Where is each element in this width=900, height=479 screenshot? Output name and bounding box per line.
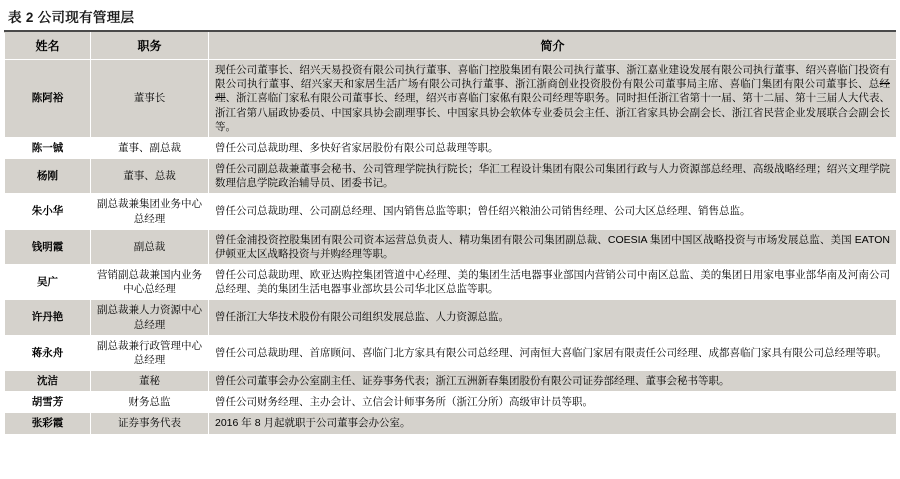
cell-name: 许丹艳 [5,300,91,335]
cell-name: 杨刚 [5,159,91,194]
cell-title: 董事长 [91,60,209,138]
cell-name: 陈阿裕 [5,60,91,138]
table-row [5,392,897,413]
cell-title: 董事、总裁 [91,159,209,194]
table-header [5,33,897,60]
cell-name: 蒋永舟 [5,335,91,370]
table-row [5,194,897,229]
cell-name: 陈一铖 [5,137,91,158]
cell-title: 副总裁兼行政管理中心总经理 [91,335,209,370]
cell-desc: 曾任公司财务经理、主办会计、立信会计师事务所（浙江分所）高级审计员等职。 [209,392,897,413]
table-header-row [5,33,897,60]
cell-desc: 曾任金浦投资控股集团有限公司资本运营总负责人、精功集团有限公司集团副总裁、COESIA 集团中国区战略投资与市场发展总监、美国 EATON 伊顿亚太区战略投资与并购经理等职。 [209,229,897,264]
cell-name: 胡雪芳 [5,392,91,413]
cell-desc: 曾任公司总裁助理、欧亚达购控集团管道中心经理、美的集团生活电器事业部国内营销公司中南区总监、美的集团日用家电事业部华南及河南公司总经理、美的集团生活电器事业部坎县公司华北区总监等职。 [209,265,897,300]
cell-desc: 曾任公司董事会办公室副主任、证券事务代表；浙江五洲新春集团股份有限公司证券部经理、董事会秘书等职。 [209,371,897,392]
table-row [5,60,897,138]
table-row [5,229,897,264]
table-row [5,335,897,370]
cell-desc: 曾任公司副总裁兼董事会秘书、公司管理学院执行院长；华汇工程设计集团有限公司集团行政与人力资源部总经理、高级战略经理；绍兴文理学院数理信息学院政治辅导员、团委书记。 [209,159,897,194]
cell-name: 吴广 [5,265,91,300]
table-caption: 表 2 公司现有管理层 [8,10,135,25]
cell-title: 董事、副总裁 [91,137,209,158]
cell-name: 沈洁 [5,371,91,392]
cell-desc: 现任公司董事长、绍兴天易投资有限公司执行董事、喜临门控股集团有限公司执行董事、浙江嘉业建设发展有限公司执行董事、绍兴喜临门投资有限公司执行董事、绍兴家天和家居生活广场有限公司执行董事、浙江浙商创业投资股份有限公司董事局主席、喜临门集团有限公司董事长、总经理、浙江喜临门家私有限公司董事长、经理，绍兴市喜临门家俬有限公司经理等职务。同时担任浙江省第十一届、第十二届、第十三届人大代表、浙江省第八届政协委员、中国家具协会副理事长、中国家具协会软体专业委员会主任、浙江省家具协会副会长、浙江省民营企业发展联合会副会长等。 [209,60,897,138]
cell-desc: 曾任公司总裁助理、多快好省家居股份有限公司总裁理等职。 [209,137,897,158]
cell-desc: 曾任浙江大华技术股份有限公司组织发展总监、人力资源总监。 [209,300,897,335]
cell-title: 副总裁 [91,229,209,264]
column-header-desc: 简介 [209,33,897,60]
cell-name: 朱小华 [5,194,91,229]
cell-name: 张彩霞 [5,413,91,434]
cell-title: 证券事务代表 [91,413,209,434]
cell-title: 董秘 [91,371,209,392]
cell-desc: 2016 年 8 月起就职于公司董事会办公室。 [209,413,897,434]
cell-title: 副总裁兼人力资源中心总经理 [91,300,209,335]
cell-title: 财务总监 [91,392,209,413]
table-row [5,413,897,434]
table-body [5,60,897,435]
cell-name: 钱明霞 [5,229,91,264]
table-row [5,371,897,392]
column-header-name: 姓名 [5,33,91,60]
cell-title: 营销副总裁兼国内业务中心总经理 [91,265,209,300]
cell-desc: 曾任公司总裁助理、公司副总经理、国内销售总监等职；曾任绍兴粮油公司销售经理、公司大区总经理、销售总监。 [209,194,897,229]
cell-desc: 曾任公司总裁助理、首席顾问、喜临门北方家具有限公司总经理、河南恒大喜临门家居有限责任公司经理、成都喜临门家具有限公司总经理等职。 [209,335,897,370]
table-row [5,137,897,158]
table-row [5,265,897,300]
table-row [5,300,897,335]
table-row [5,159,897,194]
management-table [4,32,897,435]
cell-title: 副总裁兼集团业务中心总经理 [91,194,209,229]
struck-text: 经理 [215,78,890,105]
column-header-title: 职务 [91,33,209,60]
